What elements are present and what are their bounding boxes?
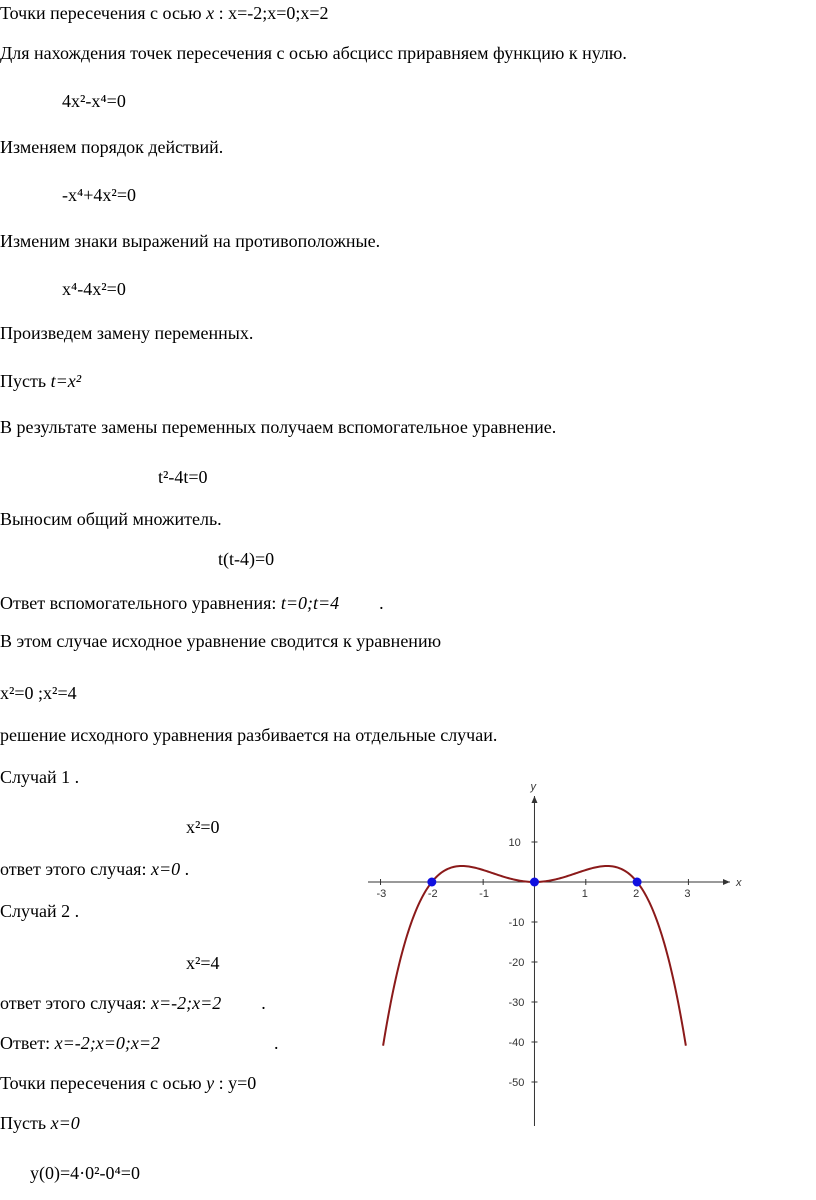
x-tick-label: 2 xyxy=(633,888,640,900)
x-axis-arrow xyxy=(723,879,730,885)
equation-9: y(0)=4·0²-0⁴=0 xyxy=(30,1163,140,1183)
paragraph-6: Выносим общий множитель. xyxy=(0,509,222,529)
equation-7: x²=0 xyxy=(186,817,220,837)
y-tick-label: 10 xyxy=(508,837,521,849)
x-tick-label: -3 xyxy=(376,888,387,900)
paragraph-8: решение исходного уравнения разбивается на отдельные случаи. xyxy=(0,725,498,745)
equation-5: t(t-4)=0 xyxy=(218,549,275,569)
paragraph-7: В этом случае исходное уравнение сводится к уравнению xyxy=(0,631,442,651)
y-tick-label: -20 xyxy=(508,957,525,969)
case-2-heading: Случай 2 . xyxy=(0,901,80,921)
y-axis-label: y xyxy=(530,781,536,793)
equation-3: x⁴-4x²=0 xyxy=(62,279,126,299)
x-tick-label: -2 xyxy=(427,888,438,900)
paragraph-4: Произведем замену переменных. xyxy=(0,323,254,343)
y-tick-label: -50 xyxy=(508,1077,525,1089)
case-2-answer: ответ этого случая: x=-2;x=2 . xyxy=(0,993,266,1013)
intersect-x-line: Точки пересечения с осью x : x=-2;x=0;x=2 xyxy=(0,3,329,23)
equation-2: -x⁴+4x²=0 xyxy=(62,185,136,205)
equation-6: x²=0 ;x²=4 xyxy=(0,683,77,703)
equation-8: x²=4 xyxy=(186,953,220,973)
paragraph-1: Для нахождения точек пересечения с осью абсцисс приравняем функцию к нулю. xyxy=(0,43,627,63)
final-answer: Ответ: x=-2;x=0;x=2 . xyxy=(0,1033,279,1053)
y-tick-label: -40 xyxy=(508,1037,525,1049)
case-1-answer: ответ этого случая: x=0 . xyxy=(0,859,190,879)
paragraph-2: Изменяем порядок действий. xyxy=(0,137,224,157)
x-tick-label: 1 xyxy=(581,888,588,900)
let-t-line: Пусть t=x² xyxy=(0,371,82,391)
x-tick-label: 3 xyxy=(684,888,691,900)
paragraph-5: В результате замены переменных получаем вспомогательное уравнение. xyxy=(0,417,557,437)
y-axis-arrow xyxy=(531,796,537,803)
graph-axes xyxy=(368,781,742,1126)
paragraph-3: Изменим знаки выражений на противоположные. xyxy=(0,231,381,251)
intersect-y-line: Точки пересечения с осью y : y=0 xyxy=(0,1073,257,1093)
case-1-heading: Случай 1 . xyxy=(0,767,80,787)
let-x-line: Пусть x=0 xyxy=(0,1113,80,1133)
intersection-point xyxy=(530,878,539,887)
intersection-point xyxy=(633,878,642,887)
x-axis-label: x xyxy=(736,877,742,889)
intersection-point xyxy=(427,878,436,887)
x-tick-label: -1 xyxy=(479,888,489,900)
function-graph xyxy=(360,770,750,1130)
equation-1: 4x²-x⁴=0 xyxy=(62,91,126,111)
y-tick-label: -30 xyxy=(508,997,525,1009)
graph-ticks xyxy=(377,837,691,1089)
aux-answer-line: Ответ вспомогательного уравнения: t=0;t=4 . xyxy=(0,593,384,613)
y-tick-label: -10 xyxy=(508,917,525,929)
equation-4: t²-4t=0 xyxy=(158,467,208,487)
